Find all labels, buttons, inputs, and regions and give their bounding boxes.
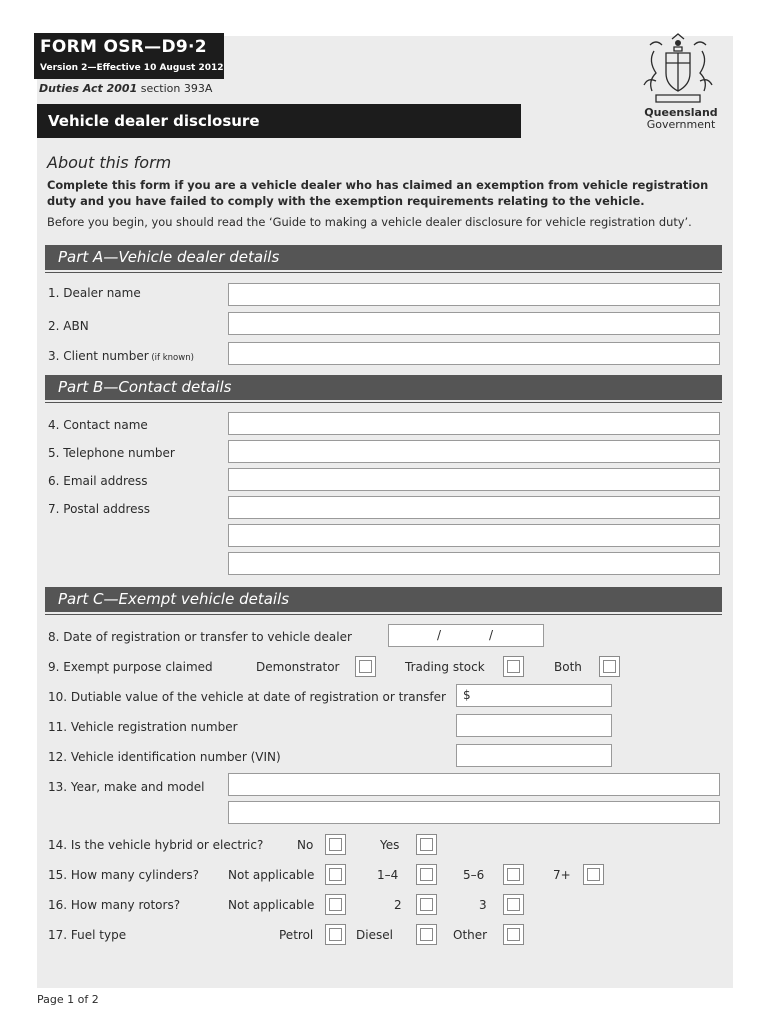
form-code: FORM OSR—D9·2 xyxy=(40,37,207,57)
rotors-3-checkbox[interactable] xyxy=(503,894,524,915)
fuel-petrol-checkbox[interactable] xyxy=(325,924,346,945)
client-number-label-text: 3. Client number xyxy=(48,349,149,363)
part-c-title: Part C—Exempt vehicle details xyxy=(58,590,290,608)
registration-number-field[interactable] xyxy=(456,714,612,737)
rotors-2-label: 2 xyxy=(394,898,402,912)
fuel-diesel-checkbox[interactable] xyxy=(416,924,437,945)
cylinders-7plus-checkbox[interactable] xyxy=(583,864,604,885)
hybrid-electric-label: 14. Is the vehicle hybrid or electric? xyxy=(48,838,264,852)
registration-date-label: 8. Date of registration or transfer to vehicle dealer xyxy=(48,630,352,644)
dutiable-value-field[interactable] xyxy=(456,684,612,707)
rotors-3-label: 3 xyxy=(479,898,487,912)
fuel-other-label: Other xyxy=(453,928,488,942)
dutiable-value-label: 10. Dutiable value of the vehicle at date of registration or transfer xyxy=(48,690,446,704)
hybrid-yes-checkbox[interactable] xyxy=(416,834,437,855)
year-make-model-line2[interactable] xyxy=(228,801,720,824)
postal-address-line2[interactable] xyxy=(228,524,720,547)
date-separator: / xyxy=(489,628,494,642)
form-version: Version 2—Effective 10 August 2012 xyxy=(40,63,224,73)
postal-address-line1[interactable] xyxy=(228,496,720,519)
cylinders-label: 15. How many cylinders? xyxy=(48,868,199,882)
client-number-note: (if known) xyxy=(148,353,194,363)
cylinders-5-6-label: 5–6 xyxy=(463,868,485,882)
government-name-line1: Queensland xyxy=(644,106,718,119)
coat-of-arms-logo xyxy=(636,33,720,105)
contact-name-field[interactable] xyxy=(228,412,720,435)
both-checkbox[interactable] xyxy=(599,656,620,677)
exempt-purpose-label: 9. Exempt purpose claimed xyxy=(48,660,213,674)
currency-symbol: $ xyxy=(463,688,471,702)
both-option-label: Both xyxy=(554,660,582,674)
cylinders-na-label: Not applicable xyxy=(228,868,315,882)
act-reference xyxy=(39,82,212,95)
year-make-model-label: 13. Year, make and model xyxy=(48,780,205,794)
about-guide-note: Before you begin, you should read the ‘Guide to making a vehicle dealer disclosure for vehicle registration duty’. xyxy=(47,215,692,229)
fuel-petrol-label: Petrol xyxy=(279,928,314,942)
part-b-title: Part B—Contact details xyxy=(58,378,232,396)
rotors-2-checkbox[interactable] xyxy=(416,894,437,915)
form-title-bar xyxy=(37,104,521,138)
vin-label: 12. Vehicle identification number (VIN) xyxy=(48,750,281,764)
cylinders-1-4-checkbox[interactable] xyxy=(416,864,437,885)
fuel-type-label: 17. Fuel type xyxy=(48,928,127,942)
fuel-other-checkbox[interactable] xyxy=(503,924,524,945)
dealer-name-label: 1. Dealer name xyxy=(48,286,141,300)
form-title: Vehicle dealer disclosure xyxy=(48,112,260,130)
trading-stock-option-label: Trading stock xyxy=(405,660,485,674)
client-number-field[interactable] xyxy=(228,342,720,365)
rotors-label: 16. How many rotors? xyxy=(48,898,181,912)
abn-field[interactable] xyxy=(228,312,720,335)
date-separator: / xyxy=(437,628,442,642)
part-c-header xyxy=(45,587,722,612)
demonstrator-option-label: Demonstrator xyxy=(256,660,340,674)
hybrid-yes-label: Yes xyxy=(380,838,400,852)
contact-name-label: 4. Contact name xyxy=(48,418,148,432)
act-section: section 393A xyxy=(137,82,213,95)
cylinders-7plus-label: 7+ xyxy=(553,868,571,882)
year-make-model-line1[interactable] xyxy=(228,773,720,796)
demonstrator-checkbox[interactable] xyxy=(355,656,376,677)
postal-address-line3[interactable] xyxy=(228,552,720,575)
cylinders-na-checkbox[interactable] xyxy=(325,864,346,885)
abn-label: 2. ABN xyxy=(48,319,89,333)
registration-date-field[interactable] xyxy=(388,624,544,647)
fuel-diesel-label: Diesel xyxy=(356,928,393,942)
page-number: Page 1 of 2 xyxy=(37,993,99,1006)
email-field[interactable] xyxy=(228,468,720,491)
government-name-line2: Government xyxy=(646,118,716,131)
hybrid-no-checkbox[interactable] xyxy=(325,834,346,855)
act-name: Duties Act 2001 xyxy=(39,82,138,95)
vin-field[interactable] xyxy=(456,744,612,767)
trading-stock-checkbox[interactable] xyxy=(503,656,524,677)
postal-address-label: 7. Postal address xyxy=(48,502,151,516)
cylinders-1-4-label: 1–4 xyxy=(377,868,399,882)
cylinders-5-6-checkbox[interactable] xyxy=(503,864,524,885)
part-b-header xyxy=(45,375,722,400)
hybrid-no-label: No xyxy=(297,838,314,852)
rotors-na-checkbox[interactable] xyxy=(325,894,346,915)
government-wordmark xyxy=(636,107,726,131)
form-code-box xyxy=(34,33,224,79)
rotors-na-label: Not applicable xyxy=(228,898,315,912)
part-a-title: Part A—Vehicle dealer details xyxy=(58,248,280,266)
about-heading: About this form xyxy=(47,153,172,172)
telephone-label: 5. Telephone number xyxy=(48,446,175,460)
about-instructions: Complete this form if you are a vehicle dealer who has claimed an exemption from vehicle registration duty and you have failed to comply with the exemption requirements relating to the vehicle. xyxy=(47,178,709,208)
registration-number-label: 11. Vehicle registration number xyxy=(48,720,238,734)
part-a-header xyxy=(45,245,722,270)
email-label: 6. Email address xyxy=(48,474,148,488)
client-number-label xyxy=(48,349,194,363)
dealer-name-field[interactable] xyxy=(228,283,720,306)
telephone-field[interactable] xyxy=(228,440,720,463)
